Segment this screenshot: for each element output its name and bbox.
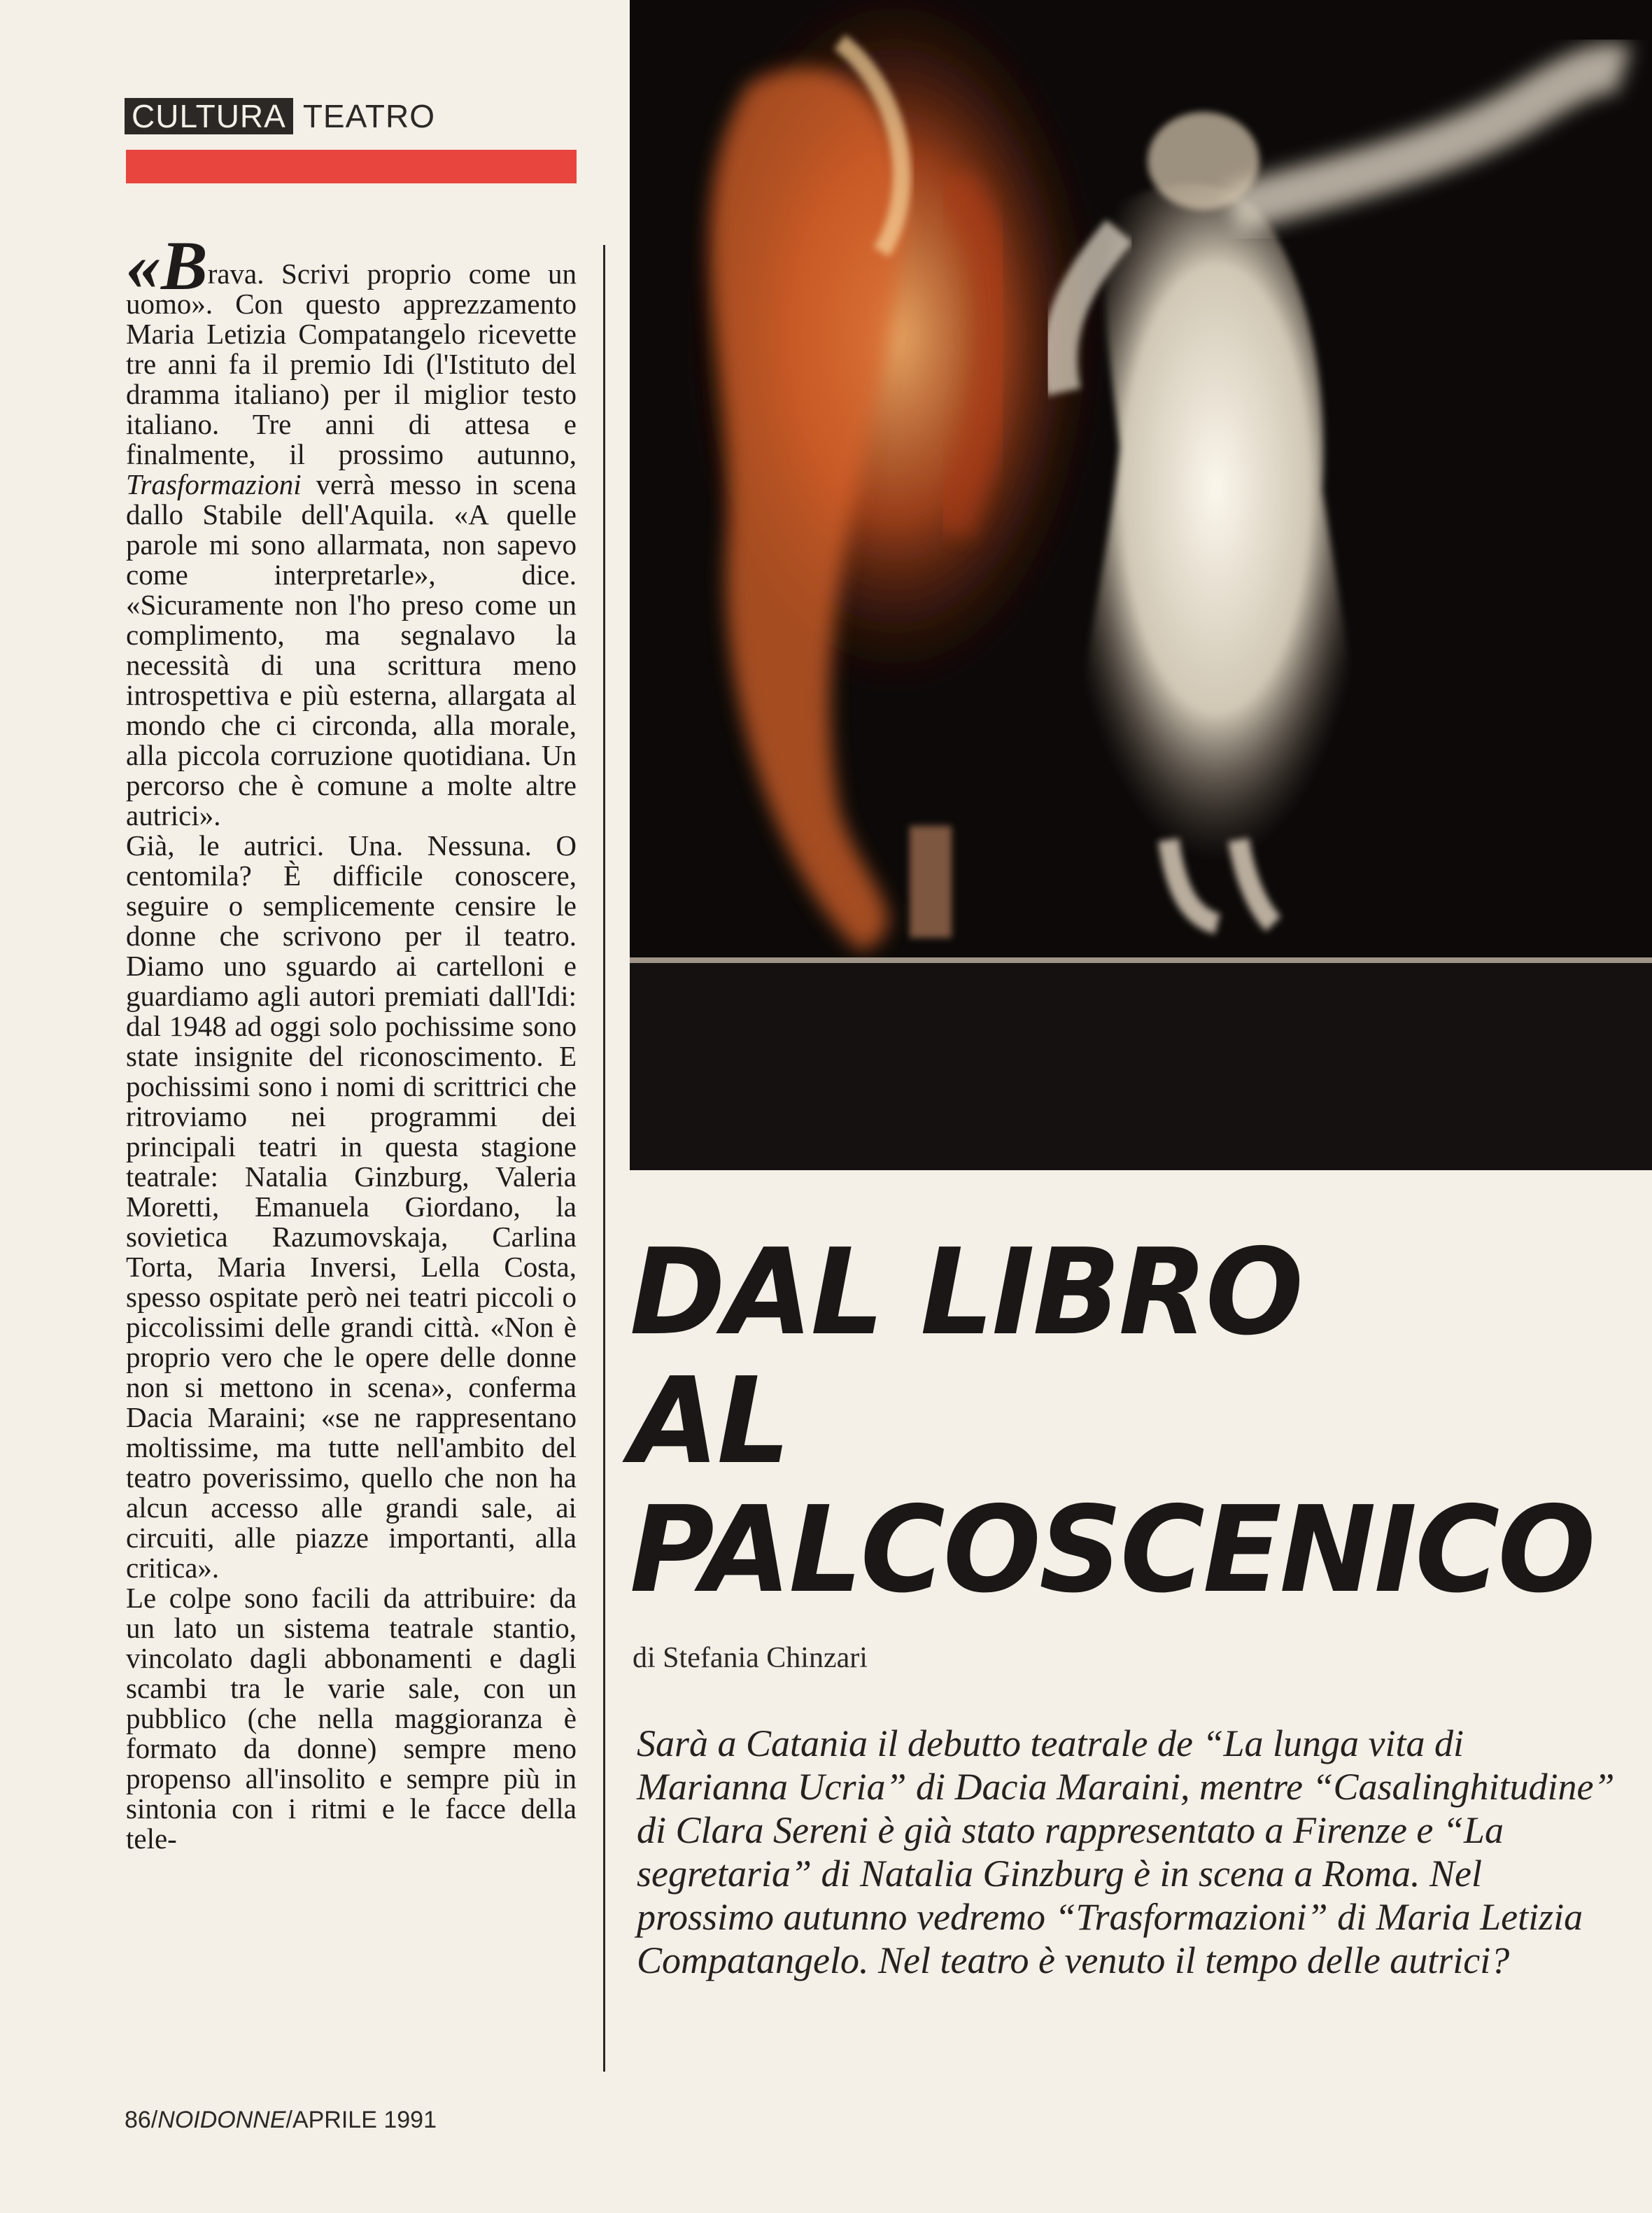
headline-line: PALCOSCENICO [630, 1481, 1594, 1620]
issue-date: /APRILE 1991 [285, 2107, 437, 2133]
headline-line: AL [630, 1352, 789, 1491]
article-paragraph: Già, le autrici. Una. Nessuna. O centomila? È difficile conoscere, seguire o semplicemente censire le donne che scrivono per il teatro. Diamo uno sguardo ai cartelloni e guardiamo agli autori premiati dall'Idi: dal 1948 ad oggi solo pochissime sono state insignite del riconoscimento. E pochissimi sono i nomi di scrittrici che ritroviamo nei programmi dei principali teatri in questa stagione teatrale: Natalia Ginzburg, Valeria Moretti, Emanuela Giordano, la sovietica Razumovskaja, Carlina Torta, Maria Inversi, Lella Costa, spesso ospitate però nei teatri piccoli o piccolissimi delle grandi città. «Non è proprio vero che le opere delle donne non si mettono in scena», conferma Dacia Maraini; «se ne rappresentano moltissime, ma tutte nell'ambito del teatro poverissimo, quello che non ha alcun accesso alle grandi sale, ai circuiti, alle piazze importanti, alla critica». [126, 829, 577, 1584]
article-paragraph: Le colpe sono facili da attribuire: da un lato un sistema teatrale stantio, vincolato dagli abbonamenti e dagli scambi tra le varie sale, con un pubblico (che nella maggioranza è formato da donne) sempre meno propenso all'insolito e sempre più in sintonia con i ritmi e le facce della tele- [126, 1582, 577, 1855]
stage-edge [630, 957, 1652, 963]
article-body [126, 227, 577, 1855]
page-number: 86/ [125, 2107, 158, 2133]
dancers-photo [630, 0, 1652, 1170]
headline [630, 1223, 1607, 1620]
drop-cap: «B [126, 227, 208, 304]
page-folio [125, 2107, 437, 2134]
section-label: CULTURA [125, 98, 293, 134]
dancers-illustration [630, 0, 1652, 1170]
headline-line: DAL LIBRO [630, 1223, 1302, 1362]
magazine-name: NOIDONNE [157, 2107, 286, 2133]
paragraph-text: rava. Scrivi proprio come un uomo». Con questo apprezzamento Maria Letizia Compatangelo ricevette tre anni fa il premio Idi (l'Istituto del dramma italiano) per il miglior testo italiano. Tre anni di attesa e finalmente, il prossimo autunno, [126, 258, 577, 470]
column-rule [603, 245, 605, 2072]
accent-bar [126, 150, 577, 183]
subsection-label: TEATRO [302, 98, 435, 134]
article-paragraph [126, 227, 577, 831]
paragraph-text: verrà messo in scena dallo Stabile dell'Aquila. «A quelle parole mi sono allarmata, non sapevo come interpretarle», dice. «Sicuramente non l'ho preso come un complimento, ma segnalavo la necessità di una scrittura meno introspettiva e più esterna, allargata al mondo che ci circonda, alla morale, alla piccola corruzione quotidiana. Un percorso che è comune a molte altre autrici». [126, 468, 577, 831]
play-title: Trasformazioni [126, 468, 302, 500]
byline: di Stefania Chinzari [633, 1642, 868, 1674]
section-rubric [125, 98, 435, 134]
standfirst: Sarà a Catania il debutto teatrale de “La lunga vita di Marianna Ucria” di Dacia Maraini, mentre “Casalinghitudine” di Clara Sereni è già stato rappresentato a Firenze e “La segretaria” di Natalia Ginzburg è in scena a Roma. Nel prossimo autunno vedremo “Trasformazioni” di Maria Letizia Compatangelo. Nel teatro è venuto il tempo delle autrici? [637, 1722, 1615, 1981]
